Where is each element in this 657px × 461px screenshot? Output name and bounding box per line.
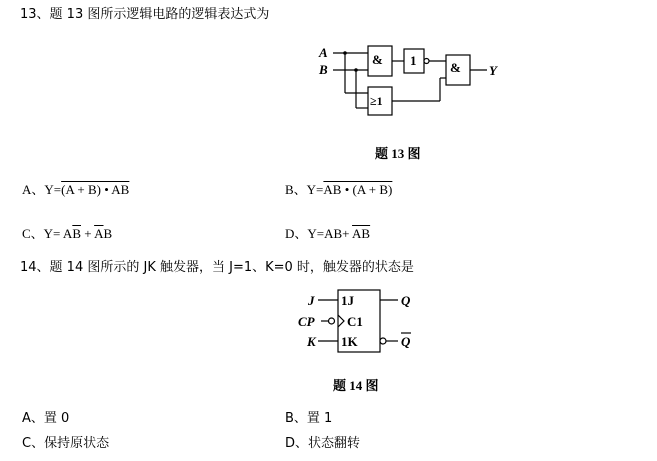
pin-1k-label: 1K <box>341 334 358 349</box>
q13-option-a[interactable]: A、Y=(A + B) • AB <box>22 182 130 197</box>
input-cp-label: CP <box>298 314 315 329</box>
q13-option-d[interactable]: D、$Y=AB+ \overline{AB}$ <box>285 226 371 241</box>
q14-option-d[interactable]: D、状态翻转 <box>285 436 361 451</box>
q13-caption: 题 13 图 <box>375 146 421 161</box>
option-letter: C、 <box>22 226 44 241</box>
not-gate-symbol: 1 <box>410 53 417 68</box>
q14-option-b[interactable]: B、置 1 <box>285 411 333 426</box>
option-b-overlined-expr: AB • (A + B) <box>323 182 393 197</box>
pin-1j-label: 1J <box>341 293 354 308</box>
q14-option-c[interactable]: C、保持原状态 <box>22 436 110 451</box>
option-letter: A、 <box>22 182 45 197</box>
input-a-label: A <box>319 45 328 60</box>
q14-stem-text: 题 14 图所示的 JK 触发器，当 J=1、K=0 时，触发器的状态是 <box>49 260 414 275</box>
pin-c1-label: C1 <box>347 314 363 329</box>
and-gate-2-symbol: & <box>450 60 461 75</box>
option-a-overlined-expr: (A + B) • AB <box>61 182 130 197</box>
input-j-label: J <box>308 293 315 308</box>
option-letter: D、 <box>285 226 308 241</box>
q14-option-a[interactable]: A、置 0 <box>22 411 70 426</box>
q13-stem-text: 题 13 图所示逻辑电路的逻辑表达式为 <box>49 7 270 22</box>
output-qbar-label: Q <box>401 334 411 349</box>
qbar-inversion-bubble <box>380 338 386 344</box>
q13-option-c[interactable]: C、$Y= A\overline{B} + \overline{A}B$ <box>22 226 113 241</box>
option-letter: C、 <box>22 436 45 451</box>
input-b-label: B <box>319 62 328 77</box>
output-q-label: Q <box>401 293 411 308</box>
option-letter: D、 <box>285 436 309 451</box>
and-gate-1-symbol: & <box>372 52 383 67</box>
or-gate-symbol: ≥1 <box>370 94 383 108</box>
input-k-label: K <box>307 334 316 349</box>
q14-number: 14、 <box>20 260 50 275</box>
output-y-label: Y <box>489 63 497 78</box>
option-letter: A、 <box>22 411 44 426</box>
option-letter: B、 <box>285 411 307 426</box>
cp-inversion-bubble <box>329 318 335 324</box>
q13-number: 13、 <box>20 7 50 22</box>
q13-option-b[interactable]: B、Y=AB • (A + B) <box>285 182 393 197</box>
q14-caption: 题 14 图 <box>333 378 379 393</box>
option-letter: B、 <box>285 182 307 197</box>
